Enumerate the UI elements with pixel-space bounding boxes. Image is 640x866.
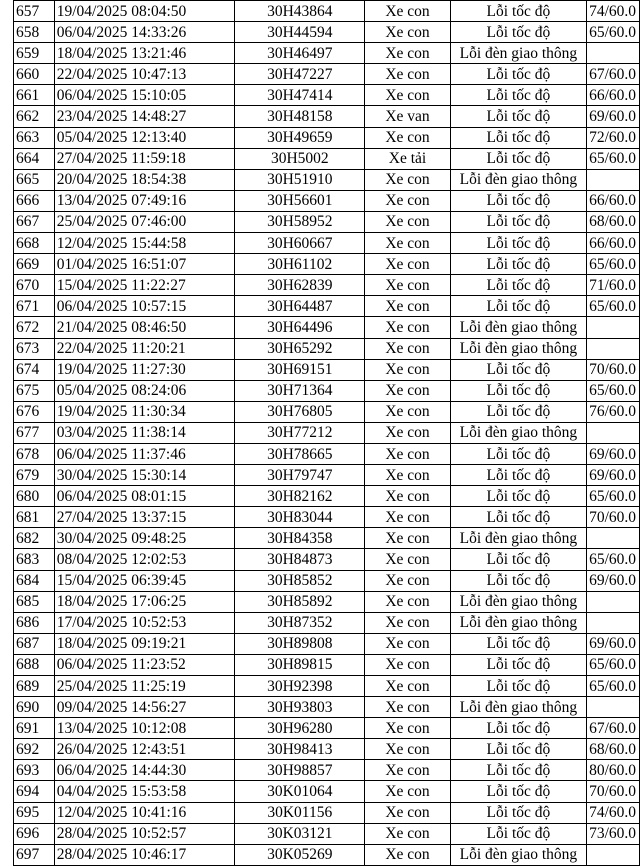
table-row (14, 486, 640, 507)
violation-time-cell: 19/04/2025 11:27:30 (54, 359, 235, 380)
license-plate-cell: 30H61102 (235, 254, 365, 275)
table-row (14, 697, 640, 718)
row-number-cell: 677 (14, 422, 55, 443)
vehicle-type-cell: Xe con (365, 760, 450, 781)
violation-time-cell: 25/04/2025 11:25:19 (54, 676, 235, 697)
violation-type-cell: Lỗi tốc độ (450, 486, 586, 507)
violation-type-cell: Lỗi đèn giao thông (450, 43, 586, 64)
table-row (14, 380, 640, 401)
violation-time-cell: 08/04/2025 12:02:53 (54, 549, 235, 570)
violation-type-cell: Lỗi đèn giao thông (450, 528, 586, 549)
violation-time-cell: 19/04/2025 11:30:34 (54, 401, 235, 422)
violation-time-cell: 22/04/2025 10:47:13 (54, 64, 235, 85)
violation-time-cell: 09/04/2025 14:56:27 (54, 697, 235, 718)
recorded-speed-cell: 66/60.0 (587, 233, 640, 254)
recorded-speed-cell: 69/60.0 (587, 443, 640, 464)
table-row (14, 718, 640, 739)
license-plate-cell: 30K05269 (235, 844, 365, 865)
recorded-speed-cell (587, 338, 640, 359)
table-row (14, 781, 640, 802)
row-number-cell: 676 (14, 401, 55, 422)
row-number-cell: 663 (14, 127, 55, 148)
vehicle-type-cell: Xe con (365, 275, 450, 296)
violation-type-cell: Lỗi đèn giao thông (450, 591, 586, 612)
violation-type-cell: Lỗi tốc độ (450, 507, 586, 528)
license-plate-cell: 30H84358 (235, 528, 365, 549)
row-number-cell: 668 (14, 233, 55, 254)
row-number-cell: 685 (14, 591, 55, 612)
row-number-cell: 664 (14, 148, 55, 169)
license-plate-cell: 30H76805 (235, 401, 365, 422)
row-number-cell: 670 (14, 275, 55, 296)
violation-time-cell: 27/04/2025 13:37:15 (54, 507, 235, 528)
vehicle-type-cell: Xe con (365, 338, 450, 359)
recorded-speed-cell: 70/60.0 (587, 781, 640, 802)
violation-type-cell: Lỗi đèn giao thông (450, 338, 586, 359)
license-plate-cell: 30H85892 (235, 591, 365, 612)
violation-type-cell: Lỗi tốc độ (450, 549, 586, 570)
table-row (14, 275, 640, 296)
row-number-cell: 675 (14, 380, 55, 401)
violation-type-cell: Lỗi tốc độ (450, 254, 586, 275)
vehicle-type-cell: Xe con (365, 549, 450, 570)
vehicle-type-cell: Xe con (365, 43, 450, 64)
violation-time-cell: 13/04/2025 10:12:08 (54, 718, 235, 739)
license-plate-cell: 30H64487 (235, 296, 365, 317)
recorded-speed-cell: 67/60.0 (587, 718, 640, 739)
license-plate-cell: 30H82162 (235, 486, 365, 507)
license-plate-cell: 30H5002 (235, 148, 365, 169)
license-plate-cell: 30H96280 (235, 718, 365, 739)
row-number-cell: 673 (14, 338, 55, 359)
recorded-speed-cell: 73/60.0 (587, 823, 640, 844)
violation-time-cell: 12/04/2025 15:44:58 (54, 233, 235, 254)
table-row (14, 64, 640, 85)
violation-type-cell: Lỗi đèn giao thông (450, 169, 586, 190)
recorded-speed-cell: 69/60.0 (587, 465, 640, 486)
table-row (14, 359, 640, 380)
violation-time-cell: 03/04/2025 11:38:14 (54, 422, 235, 443)
vehicle-type-cell: Xe con (365, 127, 450, 148)
violation-type-cell: Lỗi tốc độ (450, 106, 586, 127)
violation-time-cell: 20/04/2025 18:54:38 (54, 169, 235, 190)
row-number-cell: 696 (14, 823, 55, 844)
recorded-speed-cell: 76/60.0 (587, 401, 640, 422)
recorded-speed-cell: 65/60.0 (587, 380, 640, 401)
vehicle-type-cell: Xe con (365, 718, 450, 739)
vehicle-type-cell: Xe con (365, 844, 450, 865)
row-number-cell: 691 (14, 718, 55, 739)
license-plate-cell: 30H47227 (235, 64, 365, 85)
recorded-speed-cell (587, 697, 640, 718)
license-plate-cell: 30H43864 (235, 1, 365, 22)
license-plate-cell: 30H93803 (235, 697, 365, 718)
row-number-cell: 680 (14, 486, 55, 507)
violation-time-cell: 06/04/2025 14:33:26 (54, 22, 235, 43)
vehicle-type-cell: Xe con (365, 317, 450, 338)
row-number-cell: 684 (14, 570, 55, 591)
recorded-speed-cell: 67/60.0 (587, 64, 640, 85)
violation-type-cell: Lỗi đèn giao thông (450, 697, 586, 718)
row-number-cell: 690 (14, 697, 55, 718)
violation-time-cell: 06/04/2025 11:23:52 (54, 654, 235, 675)
license-plate-cell: 30H46497 (235, 43, 365, 64)
vehicle-type-cell: Xe con (365, 591, 450, 612)
row-number-cell: 681 (14, 507, 55, 528)
vehicle-type-cell: Xe con (365, 296, 450, 317)
recorded-speed-cell: 65/60.0 (587, 296, 640, 317)
violation-time-cell: 04/04/2025 15:53:58 (54, 781, 235, 802)
row-number-cell: 697 (14, 844, 55, 865)
violation-type-cell: Lỗi tốc độ (450, 190, 586, 211)
recorded-speed-cell: 70/60.0 (587, 507, 640, 528)
table-row (14, 233, 640, 254)
vehicle-type-cell: Xe con (365, 359, 450, 380)
violation-type-cell: Lỗi tốc độ (450, 739, 586, 760)
violation-time-cell: 15/04/2025 11:22:27 (54, 275, 235, 296)
row-number-cell: 683 (14, 549, 55, 570)
vehicle-type-cell: Xe con (365, 169, 450, 190)
license-plate-cell: 30H62839 (235, 275, 365, 296)
violation-time-cell: 05/04/2025 08:24:06 (54, 380, 235, 401)
recorded-speed-cell: 65/60.0 (587, 549, 640, 570)
violation-time-cell: 22/04/2025 11:20:21 (54, 338, 235, 359)
vehicle-type-cell: Xe con (365, 612, 450, 633)
vehicle-type-cell: Xe con (365, 570, 450, 591)
recorded-speed-cell: 71/60.0 (587, 275, 640, 296)
violation-type-cell: Lỗi tốc độ (450, 676, 586, 697)
violation-time-cell: 26/04/2025 12:43:51 (54, 739, 235, 760)
recorded-speed-cell (587, 422, 640, 443)
vehicle-type-cell: Xe con (365, 507, 450, 528)
table-row (14, 591, 640, 612)
license-plate-cell: 30H85852 (235, 570, 365, 591)
recorded-speed-cell: 70/60.0 (587, 359, 640, 380)
violation-time-cell: 06/04/2025 11:37:46 (54, 443, 235, 464)
vehicle-type-cell: Xe con (365, 1, 450, 22)
table-row (14, 190, 640, 211)
vehicle-type-cell: Xe con (365, 190, 450, 211)
license-plate-cell: 30K03121 (235, 823, 365, 844)
vehicle-type-cell: Xe con (365, 85, 450, 106)
row-number-cell: 687 (14, 633, 55, 654)
license-plate-cell: 30H60667 (235, 233, 365, 254)
violation-time-cell: 23/04/2025 14:48:27 (54, 106, 235, 127)
recorded-speed-cell (587, 528, 640, 549)
table-row (14, 528, 640, 549)
table-row (14, 106, 640, 127)
recorded-speed-cell: 69/60.0 (587, 570, 640, 591)
violations-table (13, 0, 640, 866)
violation-time-cell: 18/04/2025 17:06:25 (54, 591, 235, 612)
table-row (14, 43, 640, 64)
vehicle-type-cell: Xe con (365, 465, 450, 486)
violation-type-cell: Lỗi đèn giao thông (450, 317, 586, 338)
license-plate-cell: 30H98857 (235, 760, 365, 781)
row-number-cell: 660 (14, 64, 55, 85)
vehicle-type-cell: Xe con (365, 380, 450, 401)
table-row (14, 1, 640, 22)
table-row (14, 338, 640, 359)
recorded-speed-cell: 65/60.0 (587, 486, 640, 507)
violation-type-cell: Lỗi tốc độ (450, 211, 586, 232)
recorded-speed-cell (587, 844, 640, 865)
table-row (14, 401, 640, 422)
recorded-speed-cell: 65/60.0 (587, 676, 640, 697)
license-plate-cell: 30H89815 (235, 654, 365, 675)
violation-type-cell: Lỗi tốc độ (450, 781, 586, 802)
violation-type-cell: Lỗi tốc độ (450, 22, 586, 43)
violation-type-cell: Lỗi tốc độ (450, 654, 586, 675)
table-row (14, 22, 640, 43)
violation-type-cell: Lỗi tốc độ (450, 443, 586, 464)
row-number-cell: 657 (14, 1, 55, 22)
violation-type-cell: Lỗi tốc độ (450, 233, 586, 254)
vehicle-type-cell: Xe con (365, 422, 450, 443)
violation-type-cell: Lỗi tốc độ (450, 380, 586, 401)
vehicle-type-cell: Xe van (365, 106, 450, 127)
violations-table-body (14, 1, 640, 866)
table-row (14, 317, 640, 338)
recorded-speed-cell: 72/60.0 (587, 127, 640, 148)
vehicle-type-cell: Xe con (365, 443, 450, 464)
recorded-speed-cell (587, 169, 640, 190)
row-number-cell: 693 (14, 760, 55, 781)
violation-time-cell: 18/04/2025 09:19:21 (54, 633, 235, 654)
vehicle-type-cell: Xe con (365, 401, 450, 422)
vehicle-type-cell: Xe tải (365, 148, 450, 169)
violation-time-cell: 21/04/2025 08:46:50 (54, 317, 235, 338)
violation-type-cell: Lỗi tốc độ (450, 296, 586, 317)
violation-time-cell: 30/04/2025 15:30:14 (54, 465, 235, 486)
violation-type-cell: Lỗi đèn giao thông (450, 422, 586, 443)
violation-time-cell: 12/04/2025 10:41:16 (54, 802, 235, 823)
vehicle-type-cell: Xe con (365, 739, 450, 760)
row-number-cell: 692 (14, 739, 55, 760)
vehicle-type-cell: Xe con (365, 64, 450, 85)
table-row (14, 654, 640, 675)
table-row (14, 612, 640, 633)
violation-type-cell: Lỗi tốc độ (450, 148, 586, 169)
vehicle-type-cell: Xe con (365, 633, 450, 654)
vehicle-type-cell: Xe con (365, 823, 450, 844)
license-plate-cell: 30H49659 (235, 127, 365, 148)
violation-time-cell: 05/04/2025 12:13:40 (54, 127, 235, 148)
violation-type-cell: Lỗi tốc độ (450, 718, 586, 739)
license-plate-cell: 30H84873 (235, 549, 365, 570)
vehicle-type-cell: Xe con (365, 528, 450, 549)
violation-type-cell: Lỗi tốc độ (450, 85, 586, 106)
row-number-cell: 686 (14, 612, 55, 633)
violation-type-cell: Lỗi tốc độ (450, 1, 586, 22)
license-plate-cell: 30H47414 (235, 85, 365, 106)
violation-time-cell: 25/04/2025 07:46:00 (54, 211, 235, 232)
license-plate-cell: 30H64496 (235, 317, 365, 338)
violation-type-cell: Lỗi tốc độ (450, 570, 586, 591)
recorded-speed-cell (587, 43, 640, 64)
violation-time-cell: 30/04/2025 09:48:25 (54, 528, 235, 549)
row-number-cell: 658 (14, 22, 55, 43)
table-row (14, 760, 640, 781)
table-row (14, 507, 640, 528)
row-number-cell: 662 (14, 106, 55, 127)
row-number-cell: 667 (14, 211, 55, 232)
license-plate-cell: 30H51910 (235, 169, 365, 190)
table-row (14, 443, 640, 464)
recorded-speed-cell: 66/60.0 (587, 85, 640, 106)
license-plate-cell: 30H83044 (235, 507, 365, 528)
vehicle-type-cell: Xe con (365, 211, 450, 232)
table-row (14, 802, 640, 823)
vehicle-type-cell: Xe con (365, 802, 450, 823)
license-plate-cell: 30H78665 (235, 443, 365, 464)
violation-time-cell: 18/04/2025 13:21:46 (54, 43, 235, 64)
violation-time-cell: 27/04/2025 11:59:18 (54, 148, 235, 169)
license-plate-cell: 30H69151 (235, 359, 365, 380)
recorded-speed-cell: 65/60.0 (587, 254, 640, 275)
vehicle-type-cell: Xe con (365, 486, 450, 507)
table-row (14, 211, 640, 232)
recorded-speed-cell: 74/60.0 (587, 802, 640, 823)
violation-type-cell: Lỗi tốc độ (450, 802, 586, 823)
license-plate-cell: 30H89808 (235, 633, 365, 654)
violation-type-cell: Lỗi tốc độ (450, 465, 586, 486)
row-number-cell: 671 (14, 296, 55, 317)
violation-type-cell: Lỗi đèn giao thông (450, 844, 586, 865)
row-number-cell: 694 (14, 781, 55, 802)
license-plate-cell: 30H87352 (235, 612, 365, 633)
license-plate-cell: 30H98413 (235, 739, 365, 760)
recorded-speed-cell: 66/60.0 (587, 190, 640, 211)
row-number-cell: 679 (14, 465, 55, 486)
violation-type-cell: Lỗi tốc độ (450, 633, 586, 654)
violation-time-cell: 19/04/2025 08:04:50 (54, 1, 235, 22)
row-number-cell: 674 (14, 359, 55, 380)
recorded-speed-cell: 69/60.0 (587, 633, 640, 654)
row-number-cell: 688 (14, 654, 55, 675)
violation-type-cell: Lỗi tốc độ (450, 760, 586, 781)
violation-type-cell: Lỗi tốc độ (450, 64, 586, 85)
license-plate-cell: 30H77212 (235, 422, 365, 443)
table-row (14, 148, 640, 169)
vehicle-type-cell: Xe con (365, 233, 450, 254)
vehicle-type-cell: Xe con (365, 254, 450, 275)
table-row (14, 676, 640, 697)
violation-time-cell: 28/04/2025 10:52:57 (54, 823, 235, 844)
recorded-speed-cell: 80/60.0 (587, 760, 640, 781)
violation-time-cell: 01/04/2025 16:51:07 (54, 254, 235, 275)
vehicle-type-cell: Xe con (365, 654, 450, 675)
license-plate-cell: 30H65292 (235, 338, 365, 359)
table-row (14, 254, 640, 275)
violation-time-cell: 06/04/2025 08:01:15 (54, 486, 235, 507)
table-row (14, 422, 640, 443)
license-plate-cell: 30H58952 (235, 211, 365, 232)
license-plate-cell: 30K01156 (235, 802, 365, 823)
row-number-cell: 678 (14, 443, 55, 464)
violation-type-cell: Lỗi tốc độ (450, 359, 586, 380)
license-plate-cell: 30H48158 (235, 106, 365, 127)
row-number-cell: 665 (14, 169, 55, 190)
violation-type-cell: Lỗi đèn giao thông (450, 612, 586, 633)
violation-time-cell: 06/04/2025 10:57:15 (54, 296, 235, 317)
row-number-cell: 695 (14, 802, 55, 823)
violation-type-cell: Lỗi tốc độ (450, 127, 586, 148)
license-plate-cell: 30H44594 (235, 22, 365, 43)
violation-time-cell: 15/04/2025 06:39:45 (54, 570, 235, 591)
vehicle-type-cell: Xe con (365, 697, 450, 718)
violation-type-cell: Lỗi tốc độ (450, 275, 586, 296)
row-number-cell: 661 (14, 85, 55, 106)
recorded-speed-cell: 68/60.0 (587, 211, 640, 232)
license-plate-cell: 30H71364 (235, 380, 365, 401)
row-number-cell: 666 (14, 190, 55, 211)
vehicle-type-cell: Xe con (365, 781, 450, 802)
table-row (14, 169, 640, 190)
row-number-cell: 669 (14, 254, 55, 275)
row-number-cell: 682 (14, 528, 55, 549)
violation-type-cell: Lỗi tốc độ (450, 401, 586, 422)
recorded-speed-cell: 68/60.0 (587, 739, 640, 760)
table-row (14, 739, 640, 760)
violation-time-cell: 06/04/2025 14:44:30 (54, 760, 235, 781)
table-row (14, 85, 640, 106)
violation-time-cell: 28/04/2025 10:46:17 (54, 844, 235, 865)
recorded-speed-cell (587, 317, 640, 338)
violation-type-cell: Lỗi tốc độ (450, 823, 586, 844)
license-plate-cell: 30H56601 (235, 190, 365, 211)
recorded-speed-cell: 69/60.0 (587, 106, 640, 127)
table-row (14, 823, 640, 844)
recorded-speed-cell: 74/60.0 (587, 1, 640, 22)
license-plate-cell: 30H79747 (235, 465, 365, 486)
row-number-cell: 672 (14, 317, 55, 338)
table-row (14, 549, 640, 570)
recorded-speed-cell: 65/60.0 (587, 22, 640, 43)
table-row (14, 127, 640, 148)
vehicle-type-cell: Xe con (365, 676, 450, 697)
row-number-cell: 689 (14, 676, 55, 697)
vehicle-type-cell: Xe con (365, 22, 450, 43)
violation-time-cell: 17/04/2025 10:52:53 (54, 612, 235, 633)
license-plate-cell: 30K01064 (235, 781, 365, 802)
license-plate-cell: 30H92398 (235, 676, 365, 697)
table-row (14, 570, 640, 591)
violation-time-cell: 06/04/2025 15:10:05 (54, 85, 235, 106)
violation-time-cell: 13/04/2025 07:49:16 (54, 190, 235, 211)
recorded-speed-cell (587, 612, 640, 633)
recorded-speed-cell: 65/60.0 (587, 148, 640, 169)
table-row (14, 844, 640, 865)
recorded-speed-cell: 65/60.0 (587, 654, 640, 675)
table-row (14, 465, 640, 486)
recorded-speed-cell (587, 591, 640, 612)
row-number-cell: 659 (14, 43, 55, 64)
table-row (14, 633, 640, 654)
table-row (14, 296, 640, 317)
